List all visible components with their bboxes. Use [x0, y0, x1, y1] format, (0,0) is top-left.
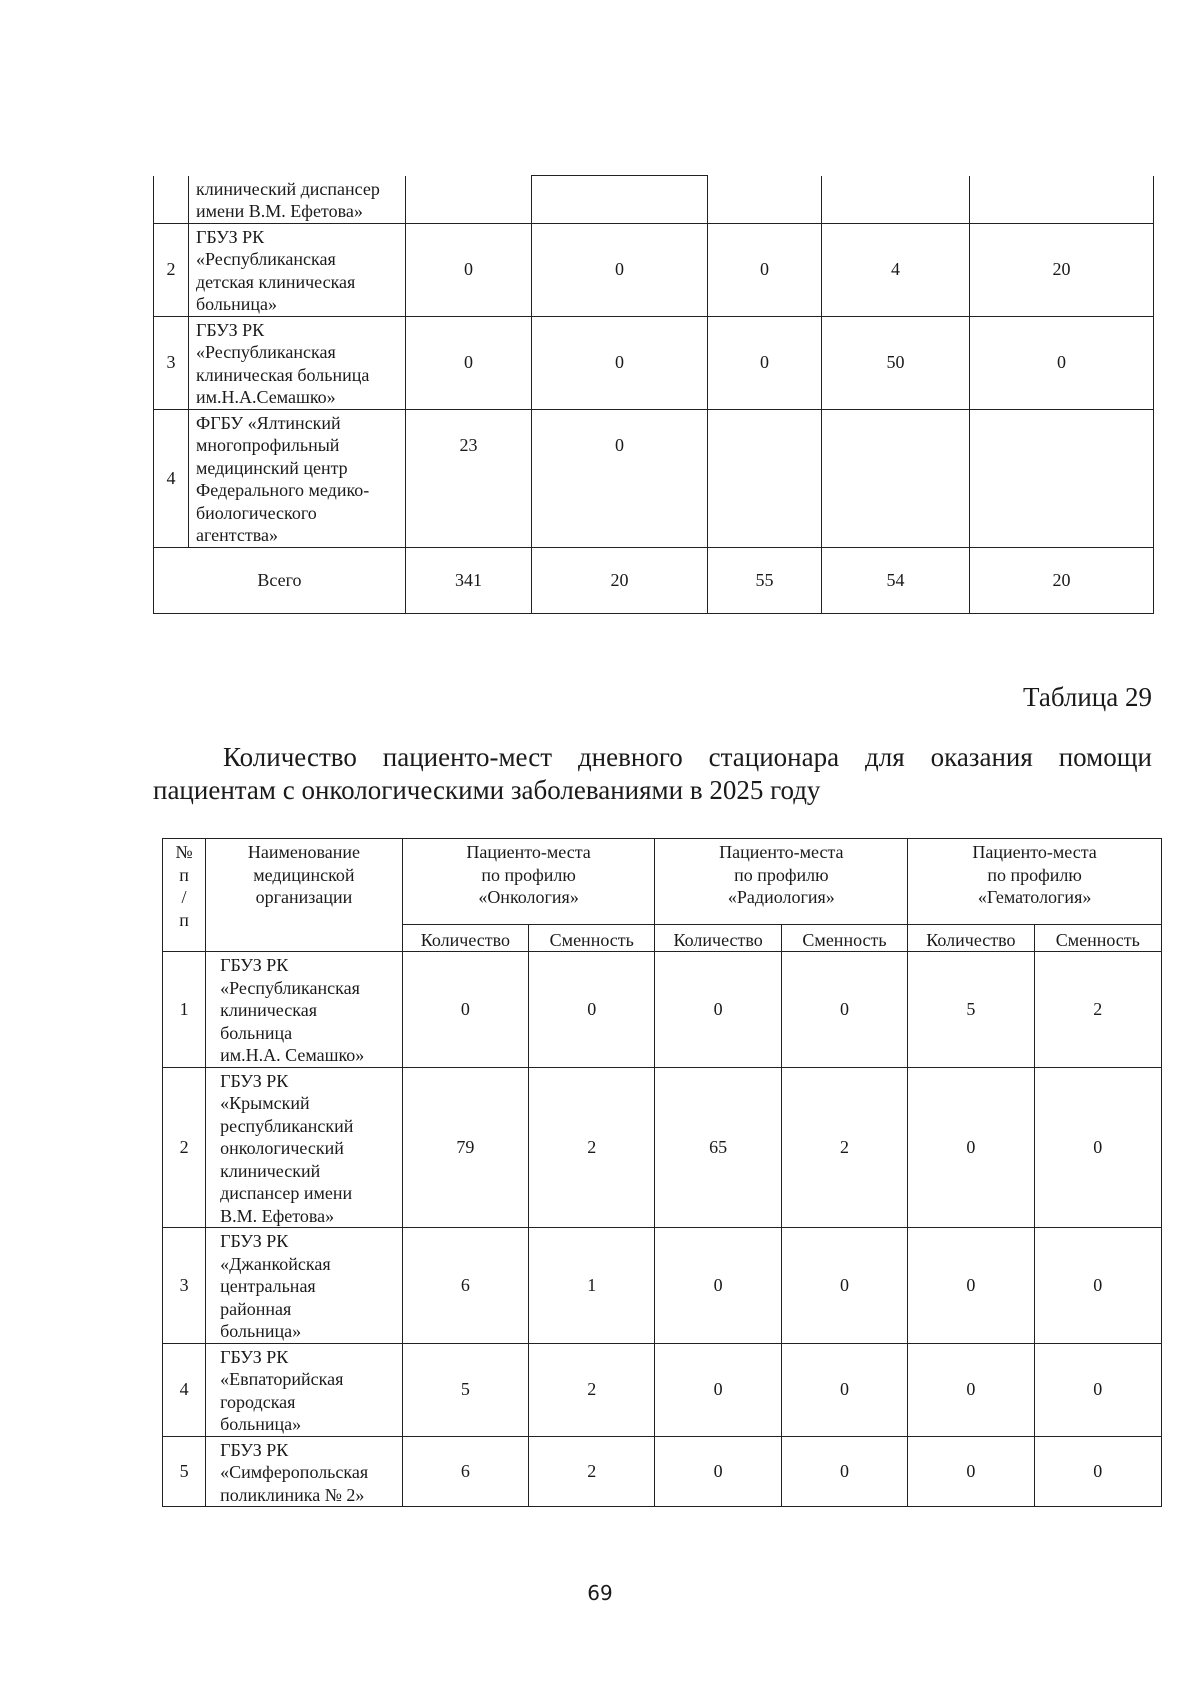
- value-cell: 0: [532, 223, 708, 316]
- total-value: 20: [970, 547, 1154, 613]
- org-line: В.М. Ефетова»: [220, 1205, 335, 1226]
- value-cell: 0: [708, 316, 822, 409]
- value-cell: 0: [908, 1067, 1034, 1228]
- total-value: 20: [532, 547, 708, 613]
- total-value: 341: [406, 547, 532, 613]
- org-line: Федерального медико-: [196, 480, 370, 500]
- org-line: поликлиника № 2»: [220, 1484, 365, 1505]
- table-row: [154, 223, 1154, 316]
- org-line: районная: [220, 1298, 292, 1319]
- value-cell: 2: [1034, 952, 1161, 1068]
- table-row: [163, 1436, 1162, 1507]
- table-29: [162, 838, 1162, 1507]
- org-line: «Симферопольская: [220, 1462, 369, 1482]
- table-caption: Таблица 29: [1023, 682, 1152, 712]
- org-line: клинический: [220, 1160, 321, 1181]
- value-cell: 2: [529, 1343, 655, 1436]
- value-cell: 50: [822, 316, 970, 409]
- value-cell: 0: [402, 952, 528, 1068]
- title-line-1: Количество пациенто-мест дневного стационара для оказания помощи: [223, 742, 1152, 772]
- value-cell: 0: [781, 1228, 907, 1344]
- row-number: [154, 176, 189, 224]
- table-row: [163, 952, 1162, 1068]
- header-profile-group: [908, 839, 1162, 925]
- header-row: [163, 839, 1162, 925]
- value-cell: 0: [781, 1436, 907, 1507]
- subheader-quantity: Количество: [402, 925, 528, 952]
- value-cell: 5: [908, 952, 1034, 1068]
- org-line: «Евпаторийская: [220, 1369, 344, 1389]
- org-line: многопрофильный: [196, 435, 340, 455]
- org-line: детская клиническая: [196, 271, 356, 292]
- row-number: 4: [154, 409, 189, 547]
- organization-name: [206, 952, 403, 1068]
- org-line: диспансер имени: [220, 1183, 353, 1203]
- org-line: им.Н.А.Семашко»: [196, 387, 336, 407]
- header-line: «Радиология»: [727, 887, 835, 907]
- header-line: п: [179, 864, 189, 885]
- header-line: /: [181, 887, 187, 907]
- subheader-quantity: Количество: [655, 925, 781, 952]
- table-title: [153, 741, 1152, 807]
- row-number: 3: [163, 1228, 206, 1344]
- org-line: имени В.М. Ефетова»: [196, 201, 363, 221]
- value-cell: 0: [532, 409, 708, 547]
- value-cell: 0: [781, 1343, 907, 1436]
- org-line: «Джанкойская: [220, 1253, 331, 1274]
- org-line: ГБУЗ РК: [196, 319, 265, 340]
- org-line: центральная: [220, 1276, 316, 1296]
- org-line: им.Н.А. Семашко»: [220, 1045, 365, 1065]
- value-cell: 0: [406, 316, 532, 409]
- subheader-shift: Сменность: [1034, 925, 1161, 952]
- table-row: [154, 409, 1154, 547]
- organization-name: [206, 1067, 403, 1228]
- table-row: [163, 1228, 1162, 1344]
- org-line: медицинский центр: [196, 457, 348, 478]
- org-line: клинический диспансер: [196, 178, 380, 199]
- org-line: больница»: [196, 294, 277, 314]
- header-line: Пациенто-места: [466, 842, 591, 862]
- page-number: 69: [587, 1581, 613, 1605]
- value-cell: 20: [970, 223, 1154, 316]
- value-cell: 79: [402, 1067, 528, 1228]
- value-cell: 65: [655, 1067, 781, 1228]
- row-number: 5: [163, 1436, 206, 1507]
- row-number: 4: [163, 1343, 206, 1436]
- row-number: 2: [163, 1067, 206, 1228]
- value-cell: 0: [708, 223, 822, 316]
- org-line: онкологический: [220, 1138, 344, 1158]
- org-line: «Республиканская: [196, 342, 336, 362]
- org-line: клиническая: [220, 1000, 317, 1020]
- org-line: «Республиканская: [196, 249, 336, 269]
- value-cell: 0: [908, 1228, 1034, 1344]
- org-line: «Крымский: [220, 1093, 310, 1113]
- value-cell: [970, 409, 1154, 547]
- org-line: городская: [220, 1391, 296, 1412]
- value-cell: 23: [406, 409, 532, 547]
- title-line-2: пациентам с онкологическими заболеваниями в 2025 году: [153, 775, 821, 805]
- header-line: организации: [255, 887, 353, 907]
- org-line: ГБУЗ РК: [196, 226, 265, 247]
- organization-name: [206, 1228, 403, 1344]
- org-line: ГБУЗ РК: [220, 1070, 289, 1091]
- value-cell: 0: [908, 1436, 1034, 1507]
- value-cell: 0: [655, 1436, 781, 1507]
- organization-name: [206, 1343, 403, 1436]
- value-cell: 0: [1034, 1343, 1161, 1436]
- header-line: п: [179, 909, 189, 930]
- value-cell: [822, 409, 970, 547]
- value-cell: [822, 176, 970, 224]
- total-value: 54: [822, 547, 970, 613]
- org-line: больница: [220, 1022, 293, 1043]
- value-cell: 0: [529, 952, 655, 1068]
- header-line: Наименование: [247, 842, 360, 862]
- value-cell: 0: [781, 952, 907, 1068]
- organization-name: [189, 176, 406, 224]
- org-line: больница»: [220, 1414, 302, 1434]
- subheader-shift: Сменность: [781, 925, 907, 952]
- value-cell: 0: [655, 1228, 781, 1344]
- organization-name: [189, 316, 406, 409]
- row-number: 1: [163, 952, 206, 1068]
- header-profile-group: [655, 839, 908, 925]
- table-row: [163, 1343, 1162, 1436]
- header-line: по профилю: [481, 864, 576, 885]
- value-cell: [532, 176, 708, 224]
- header-profile-group: [402, 839, 655, 925]
- value-cell: 6: [402, 1228, 528, 1344]
- table-row: [154, 316, 1154, 409]
- total-row: [154, 547, 1154, 613]
- value-cell: 0: [532, 316, 708, 409]
- organization-name: [189, 223, 406, 316]
- value-cell: 2: [529, 1067, 655, 1228]
- org-line: ГБУЗ РК: [220, 955, 289, 975]
- organization-name: [206, 1436, 403, 1507]
- header-line: Пациенто-места: [972, 842, 1097, 862]
- header-organization: [206, 839, 403, 952]
- value-cell: 1: [529, 1228, 655, 1344]
- value-cell: 5: [402, 1343, 528, 1436]
- subheader-quantity: Количество: [908, 925, 1034, 952]
- header-line: №: [175, 842, 193, 862]
- value-cell: 0: [908, 1343, 1034, 1436]
- subheader-shift: Сменность: [529, 925, 655, 952]
- header-line: по профилю: [987, 864, 1082, 885]
- value-cell: [708, 176, 822, 224]
- value-cell: 0: [1034, 1228, 1161, 1344]
- value-cell: [970, 176, 1154, 224]
- value-cell: 0: [970, 316, 1154, 409]
- org-line: ГБУЗ РК: [220, 1439, 289, 1460]
- table-28-continuation: [153, 175, 1154, 614]
- header-line: Пациенто-места: [719, 842, 844, 862]
- value-cell: 2: [781, 1067, 907, 1228]
- org-line: ФГБУ «Ялтинский: [196, 412, 341, 433]
- value-cell: [406, 176, 532, 224]
- org-line: ГБУЗ РК: [220, 1346, 289, 1367]
- total-value: 55: [708, 547, 822, 613]
- header-number: [163, 839, 206, 952]
- value-cell: 6: [402, 1436, 528, 1507]
- org-line: республиканский: [220, 1115, 354, 1136]
- value-cell: 0: [406, 223, 532, 316]
- value-cell: 0: [1034, 1436, 1161, 1507]
- header-line: по профилю: [734, 864, 829, 885]
- org-line: «Республиканская: [220, 977, 360, 998]
- value-cell: 4: [822, 223, 970, 316]
- value-cell: 0: [655, 1343, 781, 1436]
- org-line: ГБУЗ РК: [220, 1231, 289, 1251]
- org-line: биологического: [196, 502, 317, 523]
- header-line: «Онкология»: [478, 887, 579, 907]
- org-line: больница»: [220, 1321, 302, 1341]
- row-number: 3: [154, 316, 189, 409]
- organization-name: [189, 409, 406, 547]
- header-line: медицинской: [253, 864, 355, 885]
- org-line: клиническая больница: [196, 364, 370, 385]
- row-number: 2: [154, 223, 189, 316]
- table-row: [154, 176, 1154, 224]
- table-row: [163, 1067, 1162, 1228]
- header-line: «Гематология»: [977, 887, 1092, 907]
- value-cell: 0: [655, 952, 781, 1068]
- total-label: Всего: [154, 547, 406, 613]
- value-cell: 0: [1034, 1067, 1161, 1228]
- org-line: агентства»: [196, 525, 278, 545]
- value-cell: 2: [529, 1436, 655, 1507]
- value-cell: [708, 409, 822, 547]
